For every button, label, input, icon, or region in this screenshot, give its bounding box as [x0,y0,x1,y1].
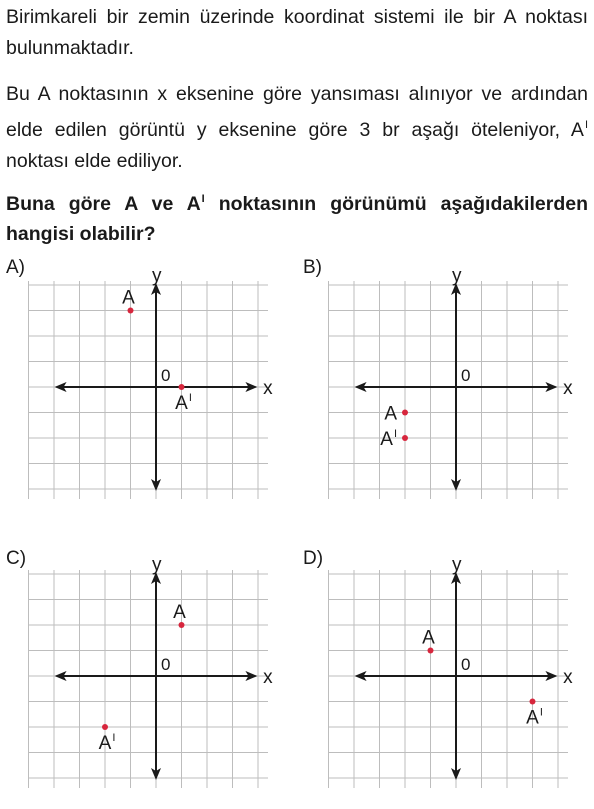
point-a-prime-dot [102,724,108,730]
point-a-label: A [173,602,186,623]
transformation-description [6,79,588,177]
point-a-prime-label: $A^I$ [380,428,397,450]
x-axis-label: x [563,378,573,399]
option-b-label[interactable]: B) [303,257,322,278]
option-c-graph[interactable] [28,552,288,797]
y-axis-label: y [452,554,462,576]
description-text-start: Bu A noktasının x eksenine göre yansıması alınıyor ve ardından elde edilen görüntü y eksenine göre 3 br aşağı öteleniyor, A [6,83,588,141]
option-d-graph[interactable] [328,552,588,797]
grid [329,570,569,788]
option-d-label[interactable]: D) [303,548,324,569]
option-b-graph[interactable] [328,263,588,508]
grid [329,281,569,499]
y-axis-label: y [152,554,162,576]
point-a-prime-label: $A^I$ [526,706,543,729]
option-a-graph[interactable] [28,263,288,508]
point-a-prime-dot [179,384,185,390]
option-c-label[interactable]: C) [6,548,27,569]
y-axis-label: y [152,265,162,287]
statement-text: Birimkareli bir zemin üzerinde koordinat sistemi ile bir A noktası bulunmaktadır. [6,6,588,59]
x-axis-label: x [263,378,273,399]
point-a-prime-dot [530,699,536,705]
point-a-prime-label: $A^I$ [98,732,116,754]
question [6,184,588,249]
question-text-start: Buna göre A ve A [6,193,201,215]
grid [29,281,269,499]
prime-mark: I [201,193,205,205]
point-a-prime-label: $A^I$ [175,392,192,414]
x-axis-label: x [563,667,573,688]
point-a-label: A [422,627,435,649]
y-axis-label: y [452,265,462,287]
origin-label: 0 [461,655,471,674]
description-text-end: noktası elde ediliyor. [6,150,183,172]
problem-statement [6,2,588,64]
x-axis-label: x [263,667,273,688]
origin-label: 0 [461,366,471,385]
point-a-prime-dot [402,435,408,441]
prime-mark: I [584,119,588,131]
origin-label: 0 [161,655,171,674]
grid [29,570,269,788]
point-a-label: A [384,403,397,425]
point-a-label: A [122,287,135,309]
origin-label: 0 [161,366,171,385]
question-text-end: noktasının görünümü aşağıdakilerden hangisi olabilir? [6,193,588,245]
option-a-label[interactable]: A) [6,257,25,278]
point-a-dot [402,410,408,416]
